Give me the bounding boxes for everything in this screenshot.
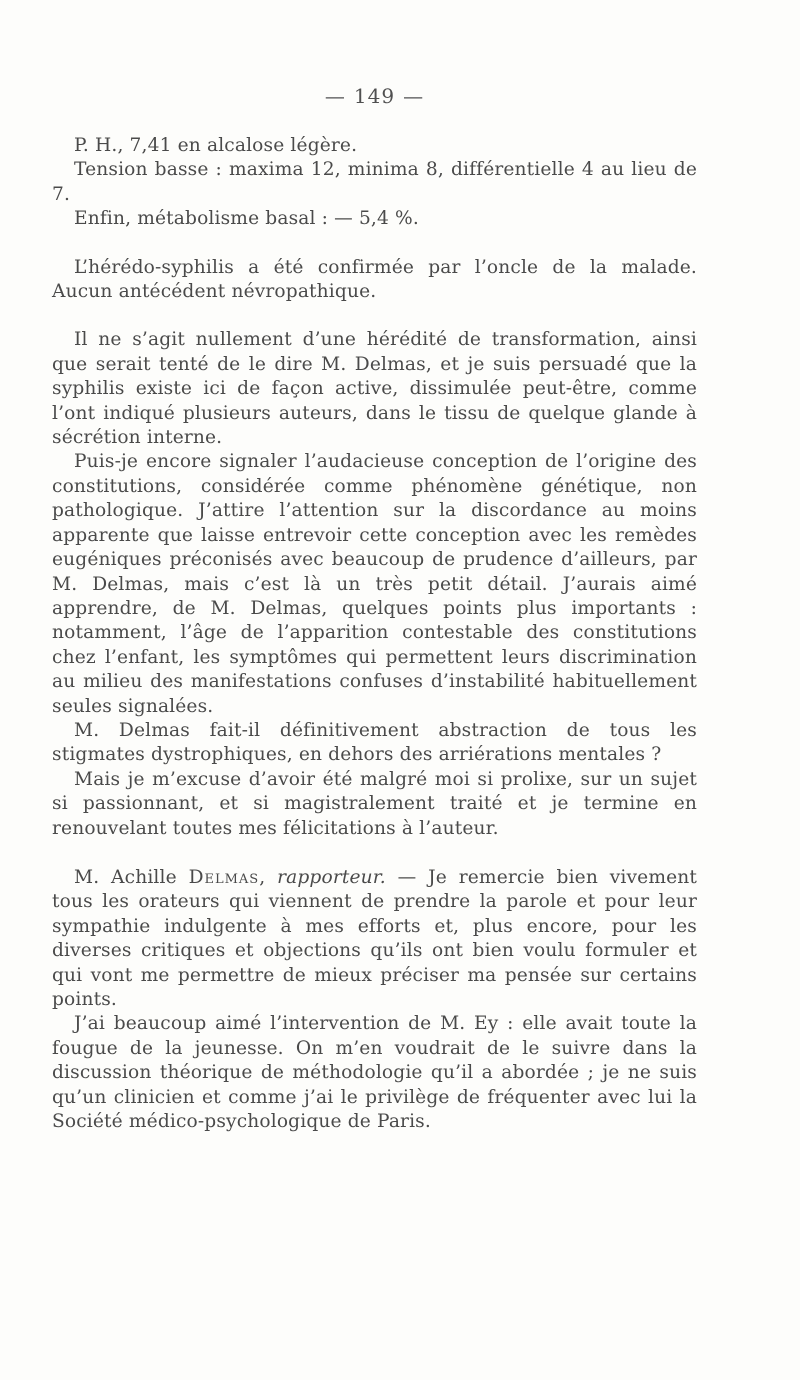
- speaker-prefix: M. Achille: [74, 866, 189, 888]
- paragraph-ey-intervention: J’ai beaucoup aimé l’intervention de M. Ey : elle avait toute la fougue de la jeunesse. On m’en voudrait de le suivre dans la discussion théorique de méthodologie qu’il a abordée ; je ne suis qu’un clinicien et comme j’ai le privilège de fréquenter avec lui la Société médico-psychologique de Paris.: [52, 1013, 697, 1133]
- paragraph-heredo-syphilis: L’hérédo-syphilis a été confirmée par l’oncle de la malade. Aucun antécédent névropathique.: [52, 256, 697, 303]
- document-page: [52, 84, 697, 1134]
- paragraph-stigmates: M. Delmas fait-il définitivement abstraction de tous les stigmates dystrophiques, en dehors des arriérations mentales ?: [52, 719, 697, 766]
- speaker-name: Delmas: [188, 866, 260, 888]
- paragraph-ph: P. H., 7,41 en alcalose légère.: [74, 135, 358, 156]
- page-number-value: 149: [353, 84, 396, 108]
- paragraph-conception: Puis-je encore signaler l’audacieuse conception de l’origine des constitutions, considérée comme phénomène génétique, non pathologique. J’attire l’attention sur la discordance au moins apparente que laisse entrevoir cette conception avec les remèdes eugéniques préconisés avec beaucoup de prudence d’ailleurs, par M. Delmas, mais c’est là un très petit détail. J’aurais aimé apprendre, de M. Delmas, quelques points plus importants : notamment, l’âge de l’apparition contestable des constitutions chez l’enfant, les symptômes qui permettent leurs discrimination au milieu des manifestations confuses d’instabilité habituellement seules signalées.: [52, 451, 697, 717]
- paragraph-tension: Tension basse : maxima 12, minima 8, différentielle 4 au lieu de 7.: [52, 159, 697, 205]
- page-number-dash-left: —: [324, 84, 346, 108]
- paragraph-conclusion: Mais je m’excuse d’avoir été malgré moi si prolixe, sur un sujet si passionnant, et si magistralement traité et je termine en renouvelant toutes mes félicitations à l’auteur.: [52, 768, 697, 839]
- reply-text: — Je remercie bien vivement tous les orateurs qui viennent de prendre la parole et pour leur sympathie indulgente à mes efforts et, plus encore, pour les diverses critiques et objections qu’ils ont bien voulu formuler et qui vont me permettre de mieux préciser ma pensée sur certains points.: [52, 866, 697, 1010]
- speaker-role: rapporteur.: [277, 866, 386, 888]
- paragraph-metabolism: Enfin, métabolisme basal : — 5,4 %.: [74, 208, 419, 230]
- speaker-comma: ,: [259, 866, 278, 888]
- page-number-dash-right: —: [403, 84, 425, 108]
- paragraph-delmas-reply: [52, 866, 697, 1012]
- page-number: [52, 84, 697, 108]
- paragraph-heredite: Il ne s’agit nullement d’une hérédité de transformation, ainsi que serait tenté de le dire M. Delmas, et je suis persuadé que la syphilis existe ici de façon active, dissimulée peut-être, comme l’ont indiqué plusieurs auteurs, dans le tissu de quelque glande à sécrétion interne.: [52, 329, 697, 449]
